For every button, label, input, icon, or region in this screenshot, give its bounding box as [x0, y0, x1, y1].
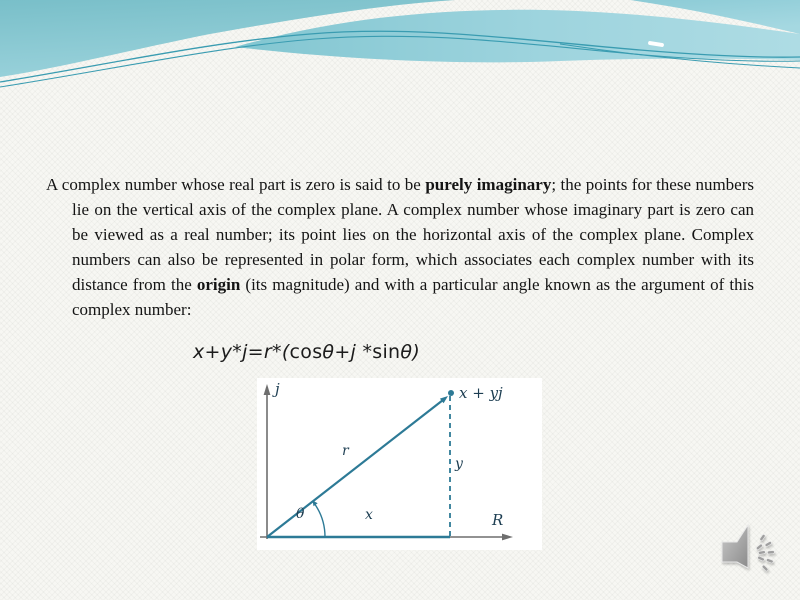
- bold-phrase-purely-imaginary: purely imaginary: [425, 175, 552, 194]
- formula-part: x+y*j=r*(: [193, 341, 290, 363]
- wave-band: [235, 10, 800, 63]
- vertical-axis-arrow: [264, 384, 271, 395]
- angle-arc: [314, 503, 325, 537]
- complex-point-dot: [448, 390, 454, 396]
- polar-form-formula: [193, 341, 420, 363]
- complex-plane-diagram: [257, 378, 542, 550]
- formula-part: θ+j *: [322, 341, 373, 363]
- point-label: x + yj: [459, 384, 503, 402]
- radius-label: r: [342, 443, 349, 459]
- radius-vector-line: [267, 400, 443, 537]
- horizontal-axis-arrow: [502, 534, 513, 541]
- theta-label: θ: [296, 506, 305, 522]
- horizontal-axis-label: R: [492, 511, 504, 529]
- formula-sin: sin: [372, 341, 401, 363]
- speaker-sound-waves: [756, 534, 775, 572]
- y-label: y: [455, 456, 463, 472]
- paragraph-text: (its magnitude) and with a particular angle known as the argument of this complex number:: [72, 275, 754, 319]
- formula-cos: cos: [289, 341, 323, 363]
- formula-part: θ): [400, 341, 421, 363]
- paragraph-text: A complex number whose real part is zero is said to be: [46, 175, 426, 194]
- body-paragraph: [46, 172, 754, 322]
- paragraph-text: ; the points for these numbers lie on the vertical axis of the complex plane. A complex number whose imaginary part is zero can be viewed as a real number; its point lies on the horizontal axis of the complex plane. Complex numbers can also be represented in polar form, which associates each complex number with its distance from the: [72, 175, 755, 294]
- header-wave-decoration: [0, 0, 800, 110]
- audio-speaker-icon[interactable]: [707, 514, 783, 590]
- speaker-body: [722, 525, 748, 568]
- vertical-axis-label: j: [275, 380, 280, 398]
- x-label: x: [365, 507, 373, 523]
- bold-phrase-origin: origin: [196, 275, 241, 294]
